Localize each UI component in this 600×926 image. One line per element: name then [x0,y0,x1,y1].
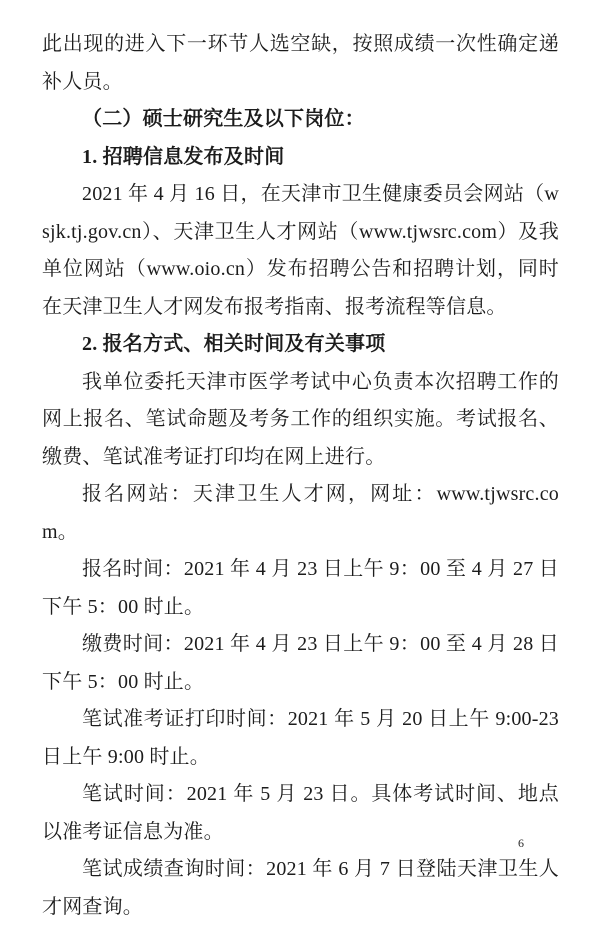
paragraph-score-query-time: 笔试成绩查询时间：2021 年 6 月 7 日登陆天津卫生人才网查询。 [42,858,559,918]
numbered-heading-2: 2. 报名方式、相关时间及有关事项 [82,333,386,355]
paragraph-publish-info: 2021 年 4 月 16 日，在天津市卫生健康委员会网站（wsjk.tj.gov.cn）、天津卫生人才网站（www.tjwsrc.com）及我单位网站（www.oio.cn）发布招聘公告和招聘计划，同时在天津卫生人才网发布报考指南、报考流程等信息。 [42,183,559,318]
paragraph-admission-ticket-print-time: 笔试准考证打印时间：2021 年 5 月 20 日上午 9:00-23 日上午 9:00 时止。 [42,708,559,768]
paragraph-organization: 我单位委托天津市医学考试中心负责本次招聘工作的网上报名、笔试命题及考务工作的组织实施。考试报名、缴费、笔试准考证打印均在网上进行。 [42,370,559,468]
paragraph-payment-time: 缴费时间：2021 年 4 月 23 日上午 9：00 至 4 月 28 日下午 5：00 时止。 [42,633,559,693]
section-heading: （二）硕士研究生及以下岗位： [82,108,365,130]
paragraph-written-exam-time: 笔试时间：2021 年 5 月 23 日。具体考试时间、地点以准考证信息为准。 [42,783,559,843]
page-number: 6 [518,836,524,850]
numbered-heading-1: 1. 招聘信息发布及时间 [82,145,285,168]
document-body [42,26,559,926]
paragraph-registration-website: 报名网站：天津卫生人才网，网址：www.tjwsrc.com。 [42,483,559,543]
paragraph-continuation: 此出现的进入下一环节人选空缺，按照成绩一次性确定递补人员。 [42,33,559,93]
paragraph-registration-time: 报名时间：2021 年 4 月 23 日上午 9：00 至 4 月 27 日下午 5：00 时止。 [42,558,559,618]
